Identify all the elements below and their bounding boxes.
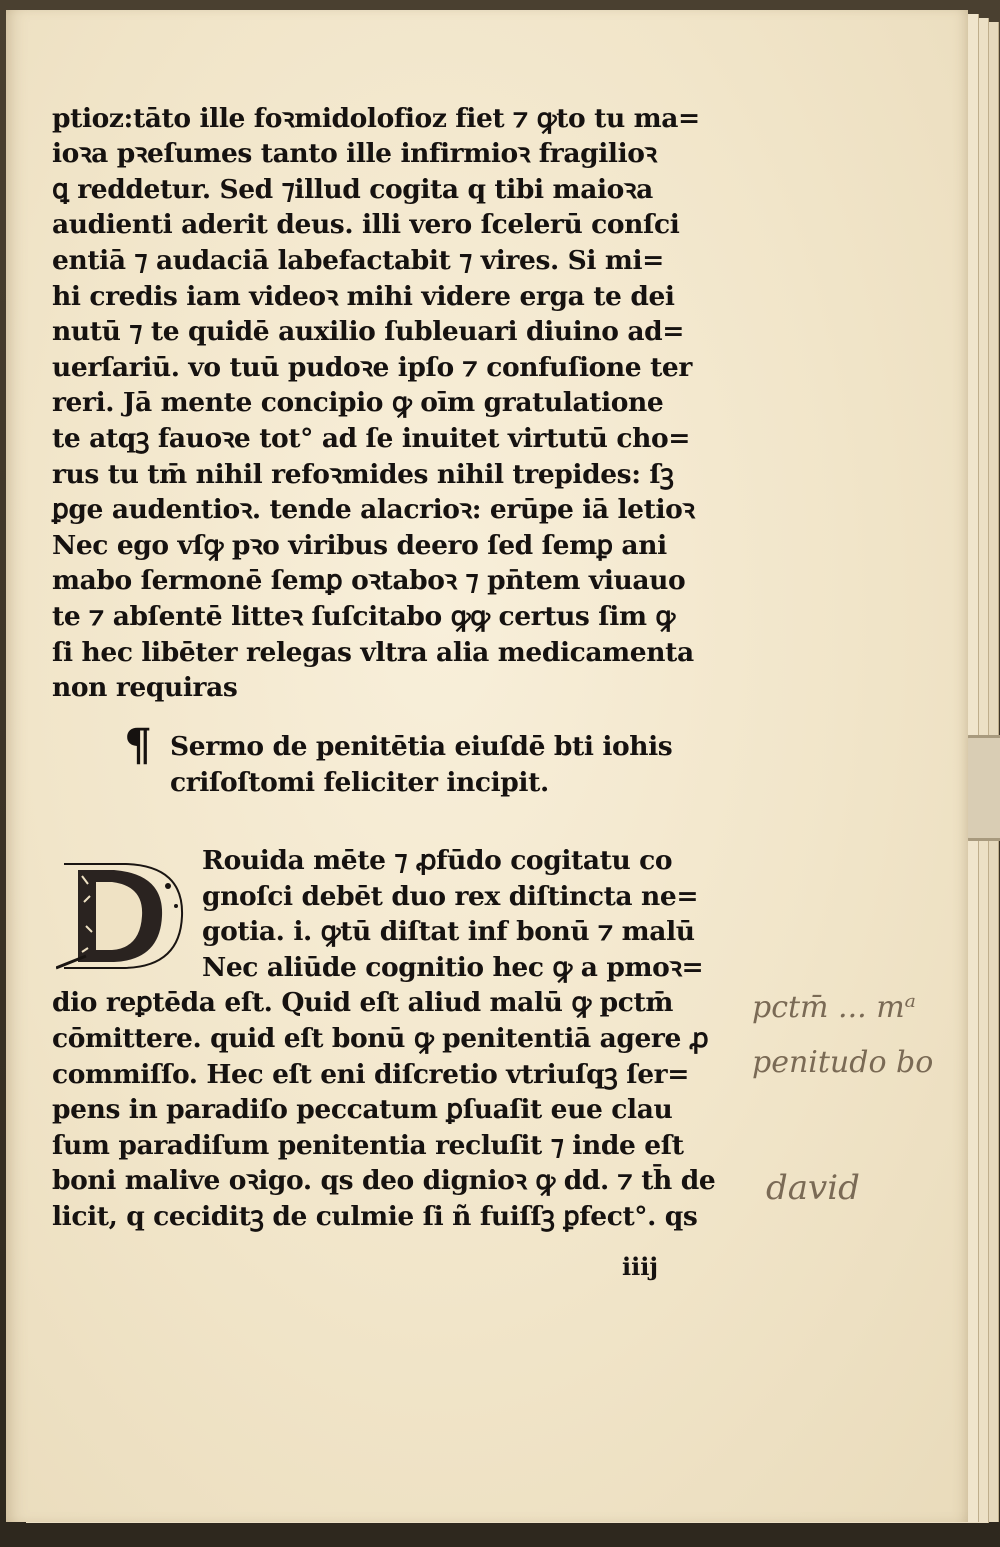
text-line: rus tu tm̄ nihil refoꝛmides nihil trepides: ſꝫ xyxy=(52,459,674,490)
text-line: Nec aliūde cognitio hec ꝙ a pmoꝛ= xyxy=(202,952,704,983)
marginal-note: pctm̄ ... mᵃ xyxy=(752,990,916,1025)
text-line: Nec ego vſꝙ pꝛo viribus deero ſed ſemꝑ ani xyxy=(52,530,667,561)
text-line: ſum paradiſum penitentia recluſit ⁊ inde eſt xyxy=(52,1130,684,1161)
text-line: te atqꝫ fauoꝛe tot° ad ſe inuitet virtutū cho= xyxy=(52,423,691,454)
text-line: non requiras xyxy=(52,672,238,703)
pilcrow-mark: ¶ xyxy=(124,720,152,771)
text-line: hi credis iam videoꝛ mihi videre erga te dei xyxy=(52,281,675,312)
text-line: gotia. i. ꝙtū diſtat inf bonū ⁊ malū xyxy=(202,916,695,947)
text-line: reri. Jā mente concipio ꝙ oīm gratulatione xyxy=(52,387,664,418)
text-line: ſi hec libēter relegas vltra alia medicamenta xyxy=(52,637,694,668)
text-line: cōmittere. quid eſt bonū ꝙ penitentiā agere ꝓ xyxy=(52,1023,709,1054)
text-line: entiā ⁊ audaciā labefactabit ⁊ vires. Si mi= xyxy=(52,245,664,276)
text-line: ptioz:tāto ille foꝛmidolofioz fiet ⁊ ꝙto tu ma= xyxy=(52,103,700,134)
text-line: commiſſo. Hec eſt eni diſcretio vtriuſqꝫ ſer= xyxy=(52,1059,690,1090)
text-line: Rouida mēte ⁊ ꝓfūdo cogitatu co xyxy=(202,845,673,876)
section-heading-line: criſoſtomi feliciter incipit. xyxy=(170,767,549,798)
text-line: ꝑge audentioꝛ. tende alacrioꝛ: erūpe iā letioꝛ xyxy=(52,494,695,525)
text-line: nutū ⁊ te quidē auxilio ſubleuari diuino ad= xyxy=(52,316,685,347)
text-line: uerſariū. vo tuū pudoꝛe ipſo ⁊ confuſione ter xyxy=(52,352,692,383)
text-line: audienti aderit deus. illi vero ſcelerū conſci xyxy=(52,209,680,240)
text-line: licit, q ceciditꝫ de culmie ſi ñ fuiſſꝫ ꝑfect°. qs xyxy=(52,1201,698,1232)
text-line: pens in paradiſo peccatum ꝑſuaſit eue clau xyxy=(52,1094,673,1125)
signature-mark: iiij xyxy=(622,1252,659,1281)
marginal-note: david xyxy=(766,1168,860,1208)
text-line: gnoſci debēt duo rex diſtincta ne= xyxy=(202,881,699,912)
text-line: te ⁊ abſentē litteꝛ ſuſcitabo ꝙꝙ certus ſim ꝙ xyxy=(52,601,675,632)
section-heading-line: Sermo de penitētia eiuſdē bti iohis xyxy=(170,731,673,762)
text-line: boni malive oꝛigo. qs deo dignioꝛ ꝙ dd. ⁊ th̄ de xyxy=(52,1165,716,1196)
marginal-note: penitudo bo xyxy=(752,1045,934,1080)
drop-cap-initial xyxy=(56,856,188,974)
text-line: dio reꝑtēda eſt. Quid eſt aliud malū ꝙ pctm̄ xyxy=(52,987,673,1018)
text-line: mabo ſermonē ſemꝑ oꝛtaboꝛ ⁊ pn̄tem viuauo xyxy=(52,565,686,596)
text-line: ꝗ reddetur. Sed ⁊illud cogita q tibi maioꝛa xyxy=(52,174,653,205)
text-line: ioꝛa pꝛeſumes tanto ille infirmioꝛ fragilioꝛ xyxy=(52,138,657,169)
